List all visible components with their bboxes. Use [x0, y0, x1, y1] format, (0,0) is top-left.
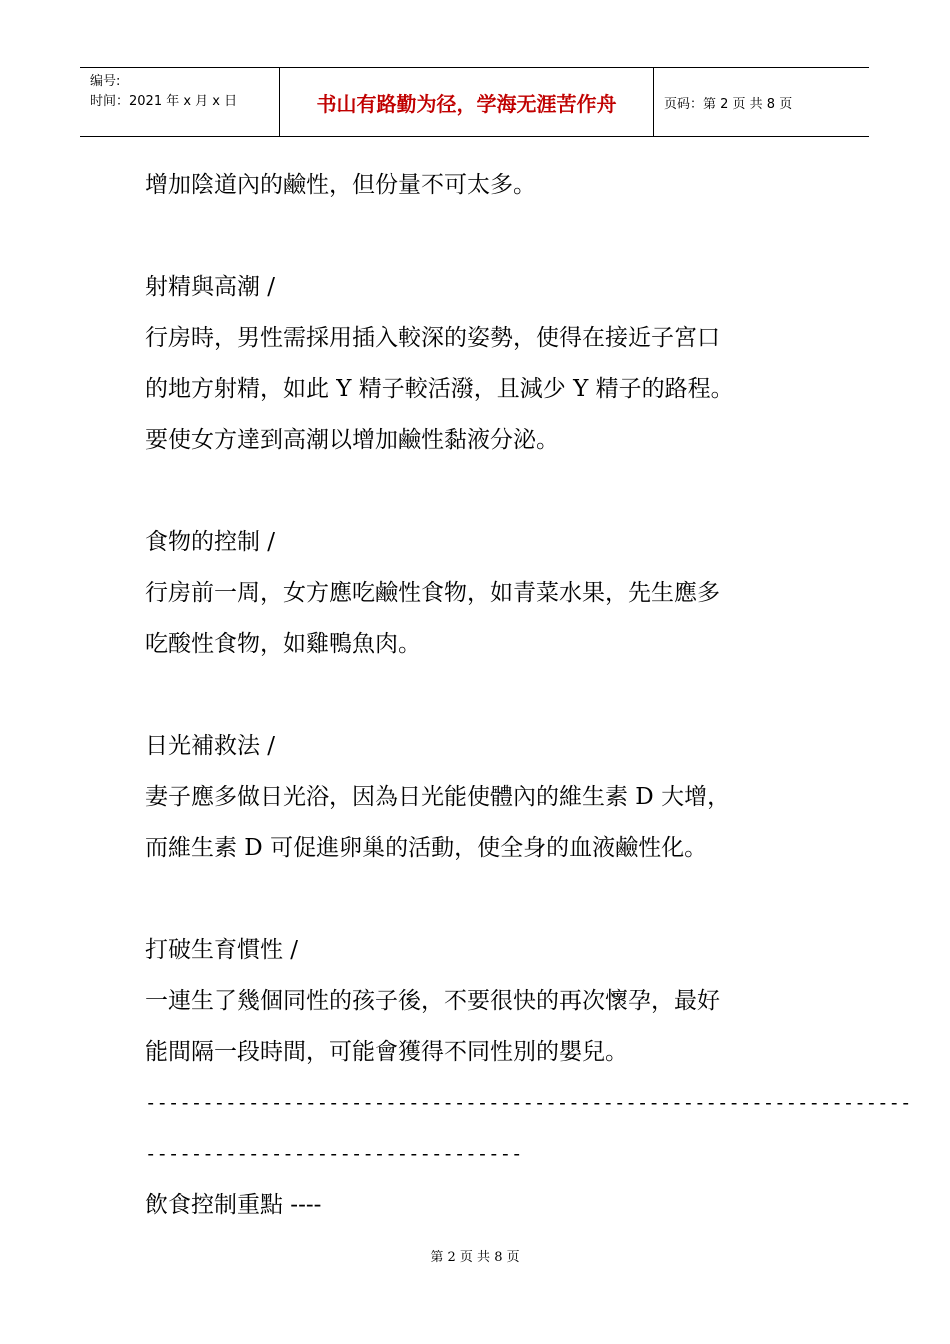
paragraph-line: 的地方射精，如此 Y 精子較活潑，且減少 Y 精子的路程。: [145, 376, 734, 402]
header-page-info: 页码：第 2 页 共 8 页: [664, 96, 793, 112]
paragraph-line: 行房時，男性需採用插入較深的姿勢，使得在接近子宮口: [145, 325, 720, 351]
dash-separator: ---------------------------------: [145, 1143, 523, 1165]
section-title: 射精與高潮 /: [145, 274, 276, 300]
paragraph-line: 吃酸性食物，如雞鴨魚肉。: [145, 631, 421, 657]
paragraph-line: 增加陰道內的鹼性，但份量不可太多。: [145, 172, 536, 198]
paragraph-line: 行房前一周，女方應吃鹼性食物，如青菜水果，先生應多: [145, 580, 720, 606]
section-title: 食物的控制 /: [145, 529, 276, 555]
paragraph-line: 妻子應多做日光浴，因為日光能使體內的維生素 D 大增，: [145, 784, 731, 810]
paragraph-line: 能間隔一段時間，可能會獲得不同性別的嬰兒。: [145, 1039, 628, 1065]
page-footer: 第 2 页 共 8 页: [430, 1250, 520, 1265]
header-meta: [80, 68, 280, 136]
page-header: [80, 67, 869, 137]
number-label: 编号:: [90, 74, 121, 89]
document-body: [145, 160, 912, 1231]
section-title: 飲食控制重點 ----: [145, 1192, 322, 1218]
header-motto: 书山有路勤为径，学海无涯苦作舟: [280, 68, 654, 136]
section-title: 日光補救法 /: [145, 733, 276, 759]
dash-separator: -------------------------------------------------------------------: [145, 1092, 912, 1114]
paragraph-line: 一連生了幾個同性的孩子後，不要很快的再次懷孕，最好: [145, 988, 720, 1014]
date-label: 时间：2021 年 x 月 x 日: [90, 94, 238, 109]
section-title: 打破生育慣性 /: [145, 937, 299, 963]
paragraph-line: 要使女方達到高潮以增加鹼性黏液分泌。: [145, 427, 559, 453]
paragraph-line: 而維生素 D 可促進卵巢的活動，使全身的血液鹼性化。: [145, 835, 708, 861]
